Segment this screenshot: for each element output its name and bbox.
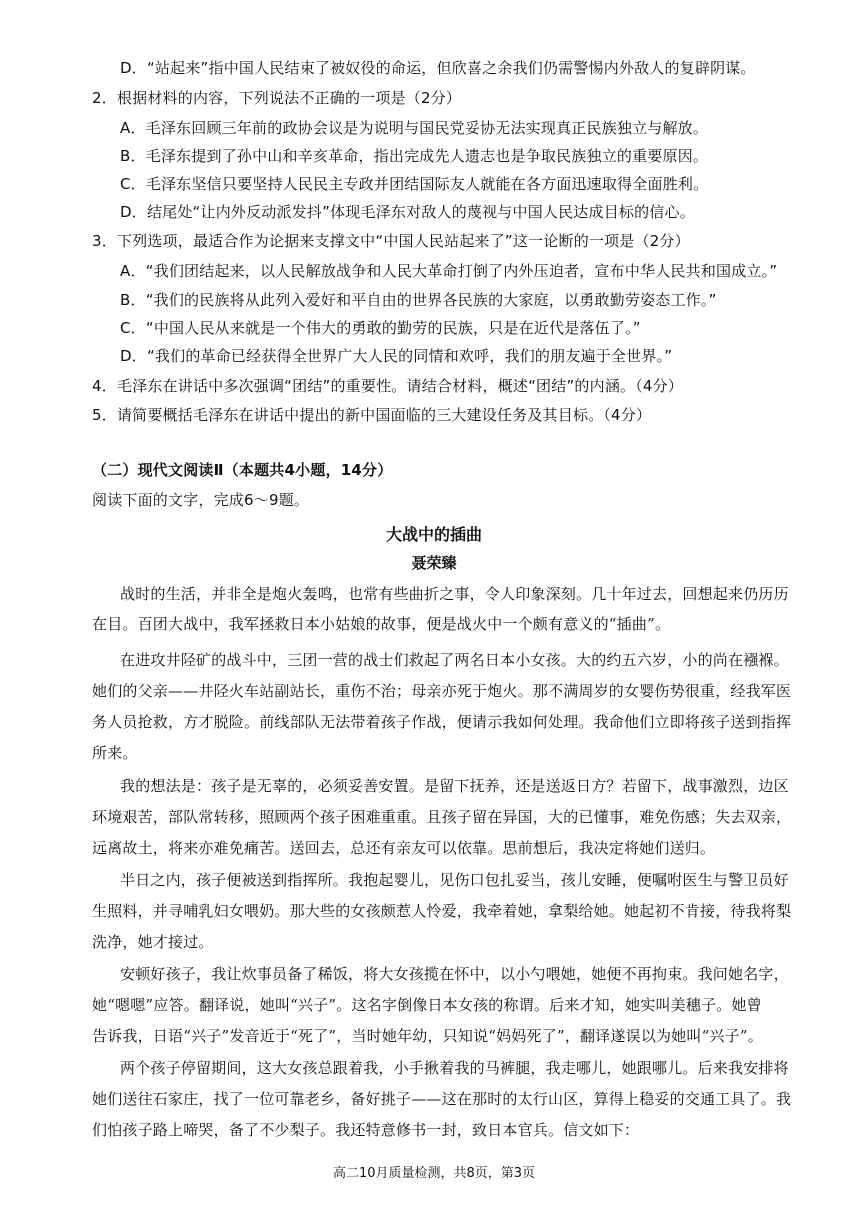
q5-stem: 5．请简要概括毛泽东在讲话中提出的新中国面临的三大建设任务及其目标。（4分） bbox=[92, 406, 652, 424]
article-line: 她们送往石家庄，找了一位可靠老乡，备好挑子——这在那时的太行山区，算得上稳妥的交通工具了。我 bbox=[92, 1090, 792, 1108]
article-line: 告诉我，日语“兴子”发音近于“死了”，当时她年幼，只知说“妈妈死了”，翻译遂误以为她叫“兴子”。 bbox=[92, 1027, 763, 1045]
article-line: 远离故土，将来亦难免痛苦。送回去，总还有亲友可以依靠。思前想后，我决定将她们送归。 bbox=[92, 839, 716, 857]
section-heading: （二）现代文阅读Ⅱ（本题共4小题，14分） bbox=[92, 461, 393, 479]
article-line: 们怕孩子路上啼哭，备了不少梨子。我还特意修书一封，致日本官兵。信文如下： bbox=[92, 1121, 640, 1139]
q3-option-c: C．“中国人民从来就是一个伟大的勇敢的勤劳的民族，只是在近代是落伍了。” bbox=[120, 319, 641, 337]
q4-stem: 4．毛泽东在讲话中多次强调“团结”的重要性。请结合材料，概述“团结”的内涵。（4分） bbox=[92, 377, 684, 395]
q2-option-d: D．结尾处“让内外反动派发抖”体现毛泽东对敌人的蔑视与中国人民达成目标的信心。 bbox=[120, 203, 695, 221]
article-line: 所来。 bbox=[92, 744, 138, 762]
q3-option-d: D．“我们的革命已经获得全世界广大人民的同情和欢呼，我们的朋友遍于全世界。” bbox=[120, 347, 673, 365]
q2-option-b: B．毛泽东提到了孙中山和辛亥革命，指出完成先人遗志也是争取民族独立的重要原因。 bbox=[120, 147, 709, 165]
article-line: 在进攻井陉矿的战斗中，三团一营的战士们救起了两名日本小女孩。大的约五六岁，小的尚在襁褓。 bbox=[120, 651, 789, 669]
article-line: 生照料，并寻哺乳妇女喂奶。那大些的女孩颇惹人怜爱，我牵着她，拿梨给她。她起初不肯接，待我将梨 bbox=[92, 902, 792, 920]
q2-stem: 2．根据材料的内容，下列说法不正确的一项是（2分） bbox=[92, 89, 462, 107]
q2-option-a: A．毛泽东回顾三年前的政协会议是为说明与国民党妥协无法实现真正民族独立与解放。 bbox=[120, 119, 709, 137]
article-line: 半日之内，孩子便被送到指挥所。我抱起婴儿，见伤口包扎妥当，孩儿安睡，便嘱咐医生与警卫员好 bbox=[120, 871, 789, 889]
q3-option-a: A．“我们团结起来，以人民解放战争和人民大革命打倒了内外压迫者，宣布中华人民共和国成立。” bbox=[120, 262, 778, 280]
q3-stem: 3．下列选项，最适合作为论据来支撑文中“中国人民站起来了”这一论断的一项是（2分） bbox=[92, 232, 690, 250]
article-line: 她“嗯嗯”应答。翻译说，她叫“兴子”。这名字倒像日本女孩的称谓。后来才知，她实叫美穗子。她曾 bbox=[92, 996, 762, 1014]
article-line: 两个孩子停留期间，这大女孩总跟着我，小手揪着我的马裤腿，我走哪儿，她跟哪儿。后来我安排将 bbox=[120, 1059, 789, 1077]
article-line: 安顿好孩子，我让炊事员备了稀饭，将大女孩揽在怀中，以小勺喂她，她便不再拘束。我问她名字， bbox=[120, 965, 789, 983]
q2-option-c: C．毛泽东坚信只要坚持人民民主专政并团结国际友人就能在各方面迅速取得全面胜利。 bbox=[120, 175, 709, 193]
article-line: 战时的生活，并非全是炮火轰鸣，也常有些曲折之事，令人印象深刻。几十年过去，回想起来仍历历 bbox=[120, 585, 789, 603]
article-author: 聂荣臻 bbox=[411, 554, 457, 572]
article-title: 大战中的插曲 bbox=[385, 525, 482, 544]
page-footer: 高二10月质量检测，共8页，第3页 bbox=[332, 1166, 536, 1181]
article-line: 她们的父亲——井陉火车站副站长，重伤不治；母亲亦死于炮火。那不满周岁的女婴伤势很重，经我军医 bbox=[92, 682, 792, 700]
article-line: 务人员抢救，方才脱险。前线部队无法带着孩子作战，便请示我如何处理。我命他们立即将孩子送到指挥 bbox=[92, 713, 792, 731]
q3-option-b: B．“我们的民族将从此列入爱好和平自由的世界各民族的大家庭，以勇敢勤劳姿态工作。” bbox=[120, 291, 717, 309]
article-line: 在目。百团大战中，我军拯救日本小姑娘的故事，便是战火中一个颇有意义的“插曲”。 bbox=[92, 615, 671, 633]
article-line: 洗净，她才接过。 bbox=[92, 933, 214, 951]
article-line: 我的想法是：孩子是无辜的，必须妥善安置。是留下抚养，还是送返日方？若留下，战事激烈，边区 bbox=[120, 777, 789, 795]
q1-option-d: D．“站起来”指中国人民结束了被奴役的命运，但欣喜之余我们仍需警惕内外敌人的复辟阴谋。 bbox=[120, 59, 756, 77]
article-line: 环境艰苦，部队常转移，照顾两个孩子困难重重。且孩子留在异国，大的已懂事，难免伤感；失去双亲， bbox=[92, 808, 792, 826]
section-instruction: 阅读下面的文字，完成6～9题。 bbox=[92, 491, 310, 509]
